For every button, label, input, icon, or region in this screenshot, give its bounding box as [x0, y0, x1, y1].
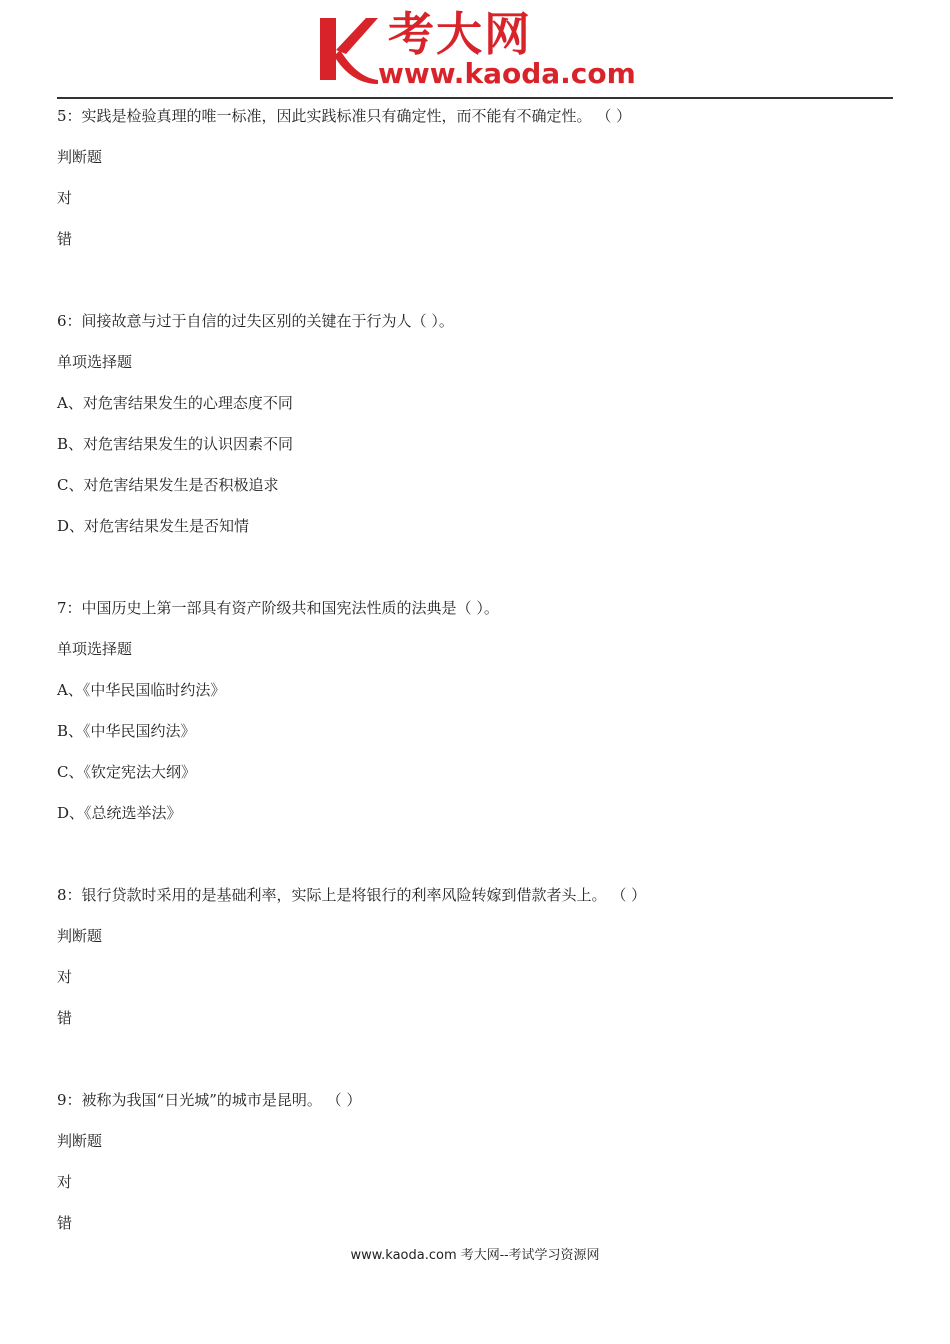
question-type: 判断题	[57, 148, 103, 166]
kaoda-logo[interactable]	[316, 8, 646, 92]
question-stem: 7：中国历史上第一部具有资产阶级共和国宪法性质的法典是（ ）。	[57, 599, 499, 617]
question-type: 判断题	[57, 1132, 103, 1150]
question-7	[57, 588, 897, 834]
page-footer	[0, 1246, 950, 1266]
footer-site-link[interactable]: www.kaoda.com	[350, 1248, 457, 1263]
option-a[interactable]: A、对危害结果发生的心理态度不同	[57, 394, 293, 412]
question-type: 判断题	[57, 927, 103, 945]
option-b[interactable]: B、《中华民国约法》	[57, 722, 196, 740]
footer-text: 考大网--考试学习资源网	[456, 1248, 600, 1263]
option-c[interactable]: C、《钦定宪法大纲》	[57, 763, 196, 781]
option-true[interactable]: 对	[57, 968, 73, 986]
option-false[interactable]: 错	[57, 1009, 73, 1027]
logo-url: www.kaoda.com	[378, 57, 636, 90]
question-type: 单项选择题	[57, 640, 133, 658]
option-c[interactable]: C、对危害结果发生是否积极追求	[57, 476, 279, 494]
logo-chinese-name: 考大网	[388, 7, 532, 61]
question-list	[57, 96, 897, 1244]
question-6	[57, 301, 897, 547]
option-b[interactable]: B、对危害结果发生的认识因素不同	[57, 435, 294, 453]
question-8	[57, 875, 897, 1039]
question-5	[57, 96, 897, 260]
page-header	[0, 0, 950, 100]
option-false[interactable]: 错	[57, 230, 73, 248]
option-a[interactable]: A、《中华民国临时约法》	[57, 681, 226, 699]
question-stem: 9：被称为我国“日光城”的城市是昆明。 （ ）	[57, 1091, 362, 1109]
question-stem: 5：实践是检验真理的唯一标准，因此实践标准只有确定性，而不能有不确定性。 （ ）	[57, 107, 632, 125]
option-d[interactable]: D、《总统选举法》	[57, 804, 182, 822]
question-9	[57, 1080, 897, 1244]
option-d[interactable]: D、对危害结果发生是否知情	[57, 517, 250, 535]
k-logo-icon	[316, 14, 378, 84]
question-stem: 8：银行贷款时采用的是基础利率，实际上是将银行的利率风险转嫁到借款者头上。 （ ）	[57, 886, 647, 904]
question-type: 单项选择题	[57, 353, 133, 371]
option-false[interactable]: 错	[57, 1214, 73, 1232]
option-true[interactable]: 对	[57, 189, 73, 207]
option-true[interactable]: 对	[57, 1173, 73, 1191]
question-stem: 6：间接故意与过于自信的过失区别的关键在于行为人（ ）。	[57, 312, 454, 330]
